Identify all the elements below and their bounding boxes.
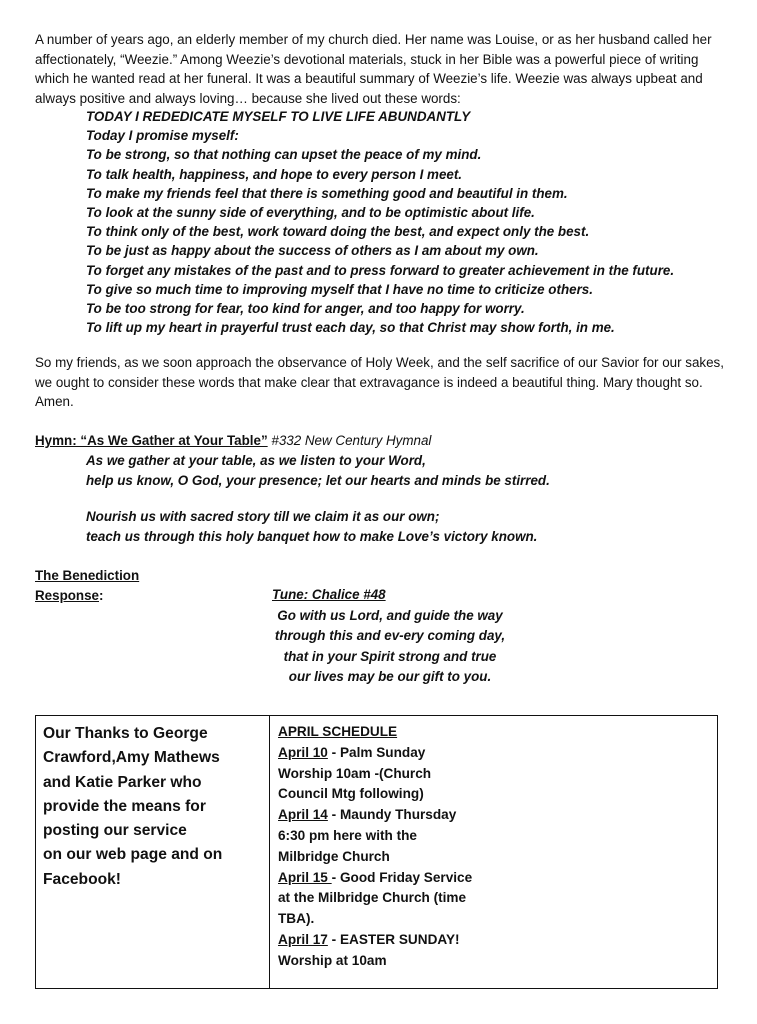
schedule-title: APRIL SCHEDULE (278, 724, 398, 739)
schedule-text: Council Mtg following) (278, 786, 424, 802)
creed-line: Today I promise myself: (86, 128, 239, 144)
creed-line: To look at the sunny side of everything, and to be optimistic about life. (86, 205, 535, 221)
creed-line: To be too strong for fear, too kind for anger, and too happy for worry. (86, 301, 525, 317)
thanks-line: on our web page and on (43, 846, 223, 864)
schedule-text: TBA). (278, 911, 315, 927)
announcements-box (35, 715, 718, 989)
schedule-text: at the Milbridge Church (time (278, 890, 467, 906)
intro-paragraph: A number of years ago, an elderly member of my church died. Her name was Louise, or as her husband called her affectionately, “Weezie.” Among Weezie’s devotional materials, stuck in her Bible was a powerful piece of writing which he wanted read at her funeral. It was a beautiful summary of Weezie’s life. Weezie was always upbeat and always positive and always loving… because she lived out these words: (35, 32, 712, 106)
column-divider (269, 716, 270, 988)
schedule-date: April 14 (278, 807, 328, 823)
schedule-date: April 17 (278, 931, 328, 947)
verse-line: As we gather at your table, as we listen to your Word, (86, 453, 426, 468)
creed-title: TODAY I REDEDICATE MYSELF TO LIVE LIFE ABUNDANTLY (86, 109, 471, 124)
schedule-text: - EASTER SUNDAY! (327, 931, 460, 947)
schedule-text: Worship 10am -(Church (278, 765, 432, 781)
benediction-section (35, 566, 139, 605)
creed-line: To be just as happy about the success of others as I am about my own. (86, 243, 539, 259)
response-label: Response (35, 587, 99, 603)
schedule-item (278, 743, 478, 805)
response-line: through this and ev-ery coming day, (274, 628, 506, 644)
thanks-line: posting our service (43, 822, 187, 840)
creed-line: To talk health, happiness, and hope to every person I meet. (86, 166, 463, 182)
response-line: Go with us Lord, and guide the way (277, 607, 503, 623)
creed-list (86, 107, 674, 337)
thanks-line: Facebook! (43, 870, 121, 888)
tune-name: Tune: Chalice #48 (272, 587, 386, 602)
creed-line: To lift up my heart in prayerful trust each day, so that Christ may show forth, in me. (86, 320, 615, 336)
creed-line: To be strong, so that nothing can upset the peace of my mind. (86, 147, 482, 163)
creed-line: To make my friends feel that there is something good and beautiful in them. (86, 185, 568, 201)
verse-line: help us know, O God, your presence; let our hearts and minds be stirred. (86, 472, 550, 488)
hymn-heading (35, 431, 431, 450)
thanks-line: and Katie Parker who (43, 773, 202, 791)
hymn-title: Hymn: “As We Gather at Your Table” (35, 433, 268, 448)
schedule-text: Milbridge Church (278, 848, 390, 864)
verse-line: Nourish us with sacred story till we claim it as our own; (86, 509, 440, 524)
schedule-text: 6:30 pm here with the (278, 827, 417, 843)
schedule-text: - Palm Sunday (327, 744, 426, 760)
hymn-verse-2 (86, 507, 537, 546)
hymn-number: #332 New Century Hymnal (267, 433, 432, 448)
april-schedule (278, 722, 478, 972)
thanks-line: Our Thanks to George (43, 725, 208, 742)
thanks-line: Crawford,Amy Mathews (43, 749, 220, 767)
schedule-date: April 15 (278, 869, 332, 885)
response-colon: : (99, 587, 104, 603)
response-line: our lives may be our gift to you. (288, 669, 492, 685)
response-hymn (260, 585, 520, 688)
schedule-text: - Good Friday Service (331, 869, 473, 885)
verse-line: teach us through this holy banquet how to make Love’s victory known. (86, 528, 538, 544)
schedule-text: - Maundy Thursday (327, 807, 457, 823)
closing-paragraph: So my friends, as we soon approach the observance of Holy Week, and the self sacrifice of our Savior for our sakes, we ought to consider these words that make clear that extravagance is indeed a beautiful thing. Mary thought so. Amen. (35, 355, 724, 409)
response-line: that in your Spirit strong and true (283, 648, 497, 664)
hymn-verse-1 (86, 451, 550, 490)
benediction-title: The Benediction (35, 568, 140, 583)
schedule-date: April 10 (278, 744, 328, 760)
creed-line: To think only of the best, work toward doing the best, and expect only the best. (86, 224, 590, 240)
schedule-text: Worship at 10am (278, 952, 387, 968)
thanks-line: provide the means for (43, 797, 206, 815)
schedule-item (278, 805, 478, 867)
thanks-note (43, 722, 265, 892)
schedule-item (278, 930, 478, 972)
creed-line: To forget any mistakes of the past and to press forward to greater achievement in the future. (86, 262, 675, 278)
creed-line: To give so much time to improving myself that I have no time to criticize others. (86, 281, 593, 297)
schedule-item (278, 868, 478, 930)
